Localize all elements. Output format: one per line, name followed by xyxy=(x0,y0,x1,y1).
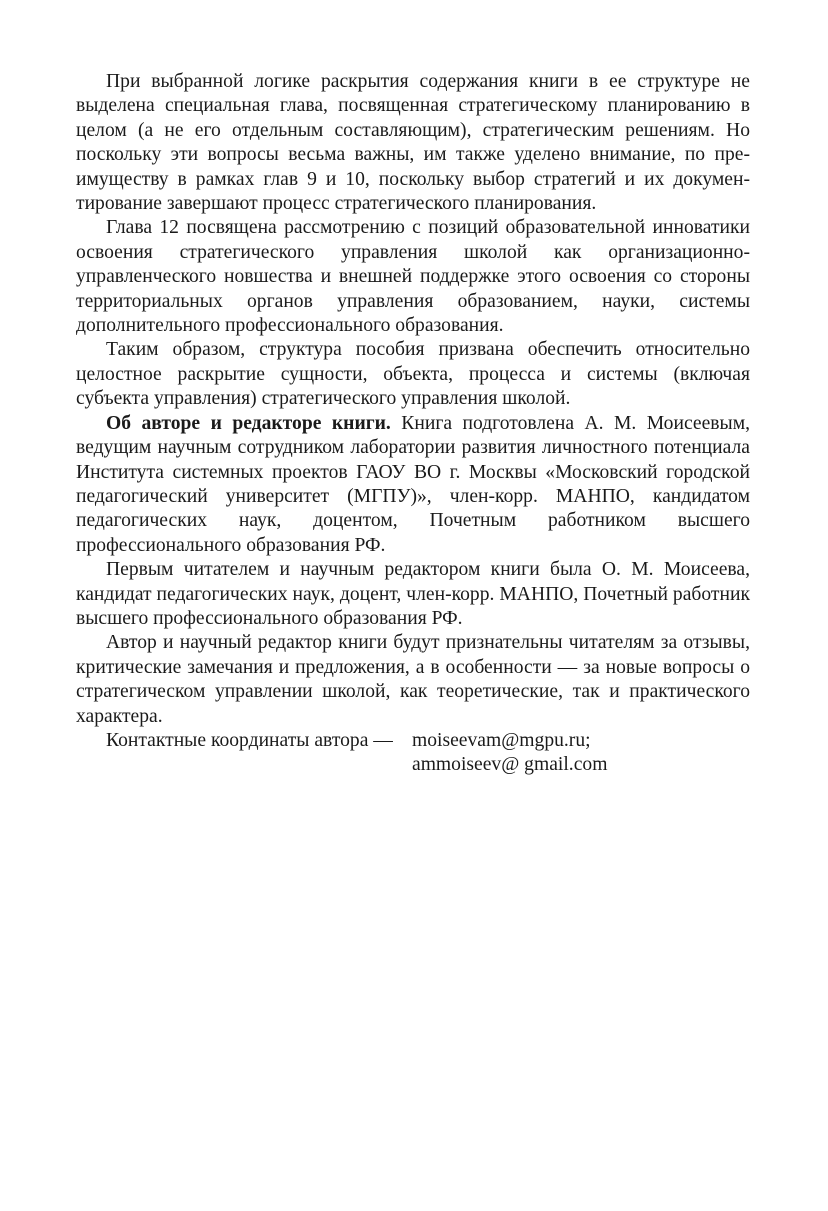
paragraph-structure-note xyxy=(76,70,750,216)
paragraph-chapter-12 xyxy=(76,216,750,338)
author-contacts xyxy=(76,729,750,778)
paragraph-text: Первым читателем и научным редактором книги была О. М. Моисеева, кандидат педагогических наук, доцент, член-корр. МАНПО, Почетный работник высшего профессионального образования РФ. xyxy=(76,559,750,629)
paragraph-text: Книга подготовлена А. М. Моисеевым, ведущим научным сотрудником лаборатории развития личностного потенциала Института системных проектов ГАОУ ВО г. Москвы «Московский городской педагогический университет (МГПУ)», член-корр. МАНПО, кандидатом педагогических наук, доцентом, Почетным работником высшего профессионального образования РФ. xyxy=(76,412,750,556)
paragraph-text: Автор и научный редактор книги будут признательны читателям за отзывы, критические замечания и предложения, а в особенности — за новые вопросы о стратегическом управлении школой, как теоретические, так и практического характера. xyxy=(76,632,750,727)
contacts-emails xyxy=(412,729,607,778)
contacts-label: Контактные координаты автора — xyxy=(106,729,393,751)
email-primary[interactable]: moiseevam@mgpu.ru; xyxy=(412,729,591,751)
email-secondary[interactable]: ammoiseev@ gmail.com xyxy=(412,754,608,776)
paragraph-text: Глава 12 посвящена рассмотрению с позиций образовательной инноватики освоения стратегического управления школой как организационно-управленческого новшества и внешней поддержке этого освоения со стороны территориальных органов управления образованием, науки, системы дополнительного профессионального образования. xyxy=(76,217,750,337)
about-author-heading: Об авторе и редакторе книги. xyxy=(106,412,391,434)
paragraph-about-author xyxy=(76,412,750,558)
page-body xyxy=(76,70,750,778)
paragraph-text: Таким образом, структура пособия призвана обеспечить относительно целостное раскрытие сущности, объекта, процесса и системы (включая субъекта управления) стратегического управления школой. xyxy=(76,339,750,410)
paragraph-text: При выбранной логике раскрытия содержания книги в ее структуре не выделена специальная глава, посвященная стратегическому планированию в целом (а не его отдельным составляющим), стратегическим решениям. Но поскольку эти вопросы весьма важны, им также уделено внимание, по преимуществу в рамках глав 9 и 10, поскольку выбор стратегий и их документирование завершают процесс стратегического планирования. xyxy=(76,71,750,215)
paragraph-summary xyxy=(76,338,750,411)
paragraph-editor xyxy=(76,558,750,631)
paragraph-feedback xyxy=(76,631,750,729)
